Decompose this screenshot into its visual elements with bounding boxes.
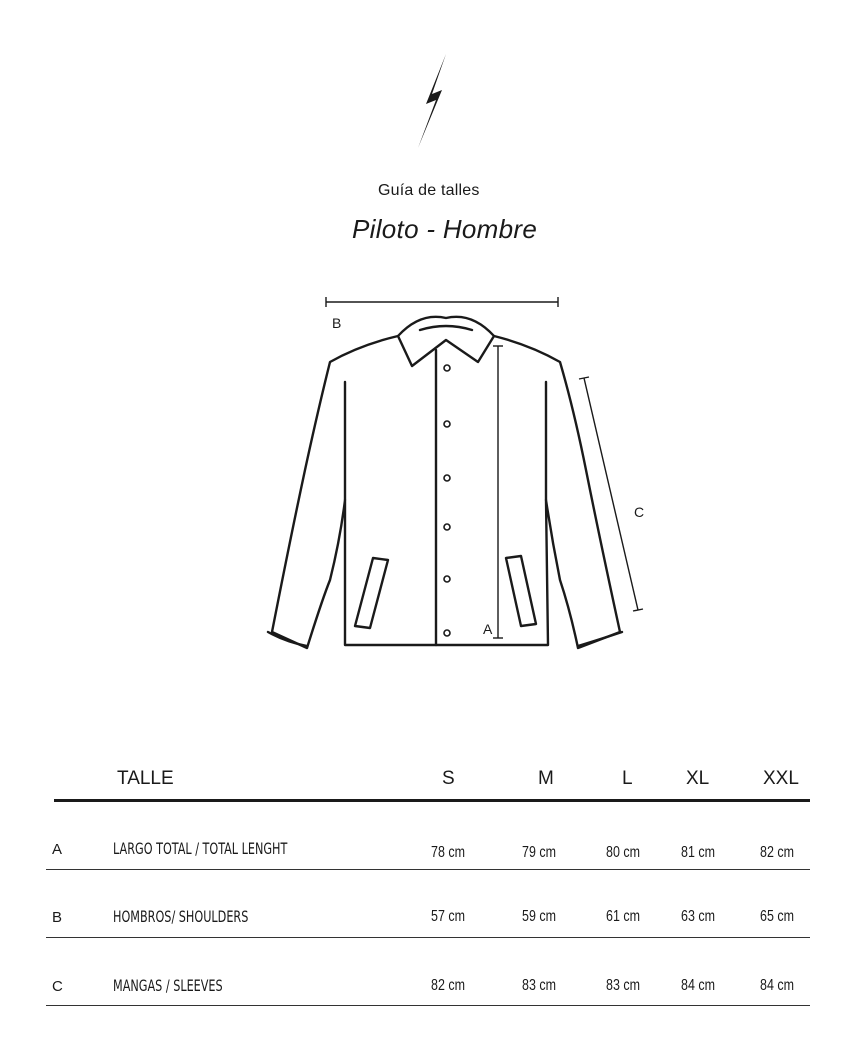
- table-cell: 83 cm: [606, 977, 640, 994]
- row-divider: [46, 869, 810, 870]
- column-header-xxl: XXL: [763, 768, 799, 789]
- row-divider: [46, 937, 810, 938]
- column-header-xl: XL: [686, 768, 710, 789]
- row-key: B: [52, 909, 63, 926]
- row-divider: [46, 1005, 810, 1006]
- column-header-talle: TALLE: [117, 768, 174, 789]
- table-cell: 82 cm: [760, 844, 794, 861]
- row-key: A: [52, 841, 63, 858]
- guide-subtitle: Guía de talles: [378, 182, 480, 199]
- table-cell: 83 cm: [522, 977, 556, 994]
- table-cell: 82 cm: [431, 977, 465, 994]
- table-cell: 84 cm: [681, 977, 715, 994]
- row-label: MANGAS / SLEEVES: [113, 976, 223, 995]
- header-divider: [54, 799, 810, 802]
- table-cell: 63 cm: [681, 908, 715, 925]
- table-cell: 59 cm: [522, 908, 556, 925]
- table-cell: 80 cm: [606, 844, 640, 861]
- table-cell: 57 cm: [431, 908, 465, 925]
- table-cell: 81 cm: [681, 844, 715, 861]
- column-header-m: M: [538, 768, 554, 789]
- page-title: Piloto - Hombre: [352, 214, 538, 244]
- label-a: A: [483, 621, 493, 637]
- column-header-l: L: [622, 768, 633, 789]
- label-b: B: [332, 315, 342, 331]
- table-cell: 65 cm: [760, 908, 794, 925]
- table-cell: 79 cm: [522, 844, 556, 861]
- column-header-s: S: [442, 768, 455, 789]
- label-c: C: [634, 504, 645, 520]
- row-label: LARGO TOTAL / TOTAL LENGHT: [113, 839, 288, 858]
- row-key: C: [52, 978, 63, 995]
- row-label: HOMBROS/ SHOULDERS: [113, 907, 249, 926]
- table-cell: 84 cm: [760, 977, 794, 994]
- table-cell: 78 cm: [431, 844, 465, 861]
- table-cell: 61 cm: [606, 908, 640, 925]
